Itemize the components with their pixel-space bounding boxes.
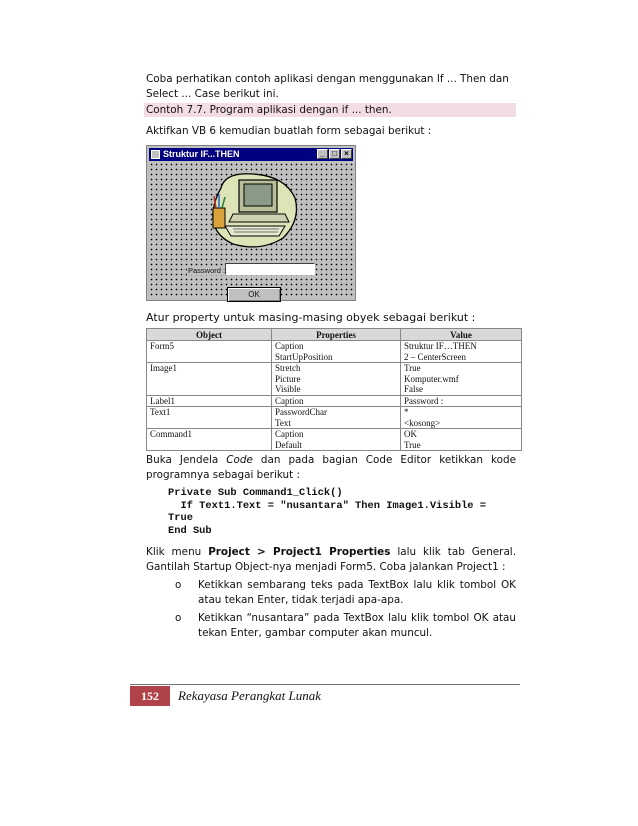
- table-row: [147, 363, 522, 396]
- table-row: [147, 429, 522, 451]
- table-header-properties: Properties: [272, 329, 401, 341]
- code-line: Private Sub Command1_Click(): [168, 487, 343, 499]
- vb-form-title: Struktur IF...THEN: [163, 149, 240, 159]
- minimize-button[interactable]: _: [317, 149, 328, 159]
- object-cell: Command1: [147, 429, 272, 451]
- vb-form-client: [149, 162, 353, 298]
- bullet-text: Ketikkan “nusantara” pada TextBox lalu klik tombol OK atau tekan Enter, gambar computer akan muncul.: [198, 612, 516, 639]
- property-intro: Atur property untuk masing-masing obyek sebagai berikut :: [146, 311, 476, 324]
- properties-cell: Stretch Picture Visible: [272, 363, 401, 396]
- code-instruction: Buka Jendela Code dan pada bagian Code Editor ketikkan kode programnya sebagai berikut :: [146, 454, 517, 481]
- properties-cell: PasswordChar Text: [272, 407, 401, 429]
- value-cell: Struktur IF…THEN 2 – CenterScreen: [401, 341, 522, 363]
- ok-button[interactable]: OK: [227, 287, 281, 302]
- form-icon: [151, 150, 160, 159]
- intro-paragraph: Coba perhatikan contoh aplikasi dengan menggunakan If ... Then dan Select ... Case berikut ini.: [146, 73, 509, 100]
- value-cell: Password :: [401, 395, 522, 407]
- object-cell: Label1: [147, 395, 272, 407]
- properties-cell: Caption: [272, 395, 401, 407]
- bullet-icon: o: [175, 612, 182, 624]
- code-word: Code: [226, 454, 253, 466]
- properties-cell: Caption StartUpPosition: [272, 341, 401, 363]
- form-instruction: Aktifkan VB 6 kemudian buatlah form sebagai berikut :: [146, 125, 432, 137]
- maximize-button[interactable]: □: [329, 149, 340, 159]
- password-textbox[interactable]: [225, 263, 315, 275]
- value-cell: * <kosong>: [401, 407, 522, 429]
- object-cell: Form5: [147, 341, 272, 363]
- bullet-icon: o: [175, 579, 182, 591]
- book-title: Rekayasa Perangkat Lunak: [178, 688, 321, 703]
- vb-form-window: [146, 145, 356, 301]
- example-heading: Contoh 7.7. Program aplikasi dengan if ... then.: [144, 103, 516, 117]
- object-cell: Image1: [147, 363, 272, 396]
- object-cell: Text1: [147, 407, 272, 429]
- code-block: [168, 487, 486, 537]
- table-row: [147, 407, 522, 429]
- footer-divider: [130, 684, 520, 685]
- code-line: True: [168, 512, 193, 524]
- table-header-value: Value: [401, 329, 522, 341]
- code-line: End Sub: [168, 524, 212, 537]
- property-table: [146, 328, 522, 451]
- code-line: If Text1.Text = "nusantara" Then Image1.Visible =: [168, 499, 487, 512]
- value-cell: OK True: [401, 429, 522, 451]
- password-label: Password :: [188, 266, 226, 275]
- vb-form-titlebar: [149, 148, 353, 161]
- menu-instruction: Klik menu Project > Project1 Properties lalu klik tab General. Gantilah Startup Object-nya menjadi Form5. Coba jalankan Project1 :: [146, 546, 516, 573]
- close-button[interactable]: ×: [341, 149, 352, 159]
- table-row: [147, 341, 522, 363]
- value-cell: True Komputer.wmf False: [401, 363, 522, 396]
- bullet-text: Ketikkan sembarang teks pada TextBox lalu klik tombol OK atau tekan Enter, tidak terjadi apa-apa.: [198, 579, 516, 606]
- table-header-object: Object: [147, 329, 272, 341]
- properties-cell: Caption Default: [272, 429, 401, 451]
- table-row: [147, 395, 522, 407]
- computer-image: [203, 168, 303, 250]
- menu-path: Project > Project1 Properties: [208, 546, 391, 558]
- page-number: 152: [130, 686, 170, 706]
